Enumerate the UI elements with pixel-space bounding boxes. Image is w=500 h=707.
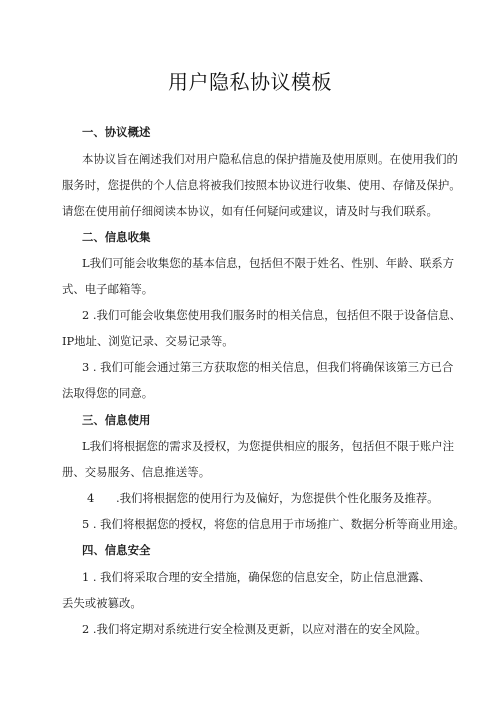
paragraph-line: 5 . 我们将根据您的授权，将您的信息用于市场推广、数据分析等商业用途。 <box>82 517 465 531</box>
paragraph-line: 请您在使用前仔细阅读本协议，如有任何疑问或建议，请及时与我们联系。 <box>62 204 438 218</box>
list-number: 4 <box>87 491 95 505</box>
paragraph-line: L我们可能会收集您的基本信息，包括但不限于姓名、性别、年龄、联系方 <box>82 256 455 270</box>
paragraph-line: 2 .我们将定期对系统进行安全检测及更新，以应对潜在的安全风险。 <box>82 622 427 636</box>
paragraph-line: 法取得您的同意。 <box>62 386 154 400</box>
paragraph-line: L我们将根据您的需求及授权，为您提供相应的服务，包括但不限于账户注 <box>82 439 455 453</box>
section-heading-collection: 二、信息收集 <box>82 230 151 244</box>
page-title: 用户隐私协议模板 <box>168 70 332 94</box>
paragraph-line: 2 .我们可能会收集您使用我们服务时的相关信息，包括但不限于设备信息、 <box>82 308 461 322</box>
paragraph-line: 丢失或被篡改。 <box>62 596 142 610</box>
paragraph-line: 3 . 我们可能会通过第三方获取您的相关信息，但我们将确保该第三方已合 <box>82 360 454 374</box>
paragraph-line: .我们将根据您的使用行为及偏好，为您提供个性化服务及推荐。 <box>116 491 439 505</box>
paragraph-line: 本协议旨在阐述我们对用户隐私信息的保护措施及使用原则。在使用我们的 <box>82 152 458 166</box>
paragraph-line: IP地址、浏览记录、交易记录等。 <box>62 334 234 348</box>
paragraph-line: 式、电子邮箱等。 <box>62 282 154 296</box>
section-heading-security: 四、信息安全 <box>82 543 151 557</box>
paragraph-line: 服务时，您提供的个人信息将被我们按照本协议进行收集、使用、存储及保护。 <box>62 178 461 192</box>
section-heading-overview: 一、协议概述 <box>82 125 151 139</box>
paragraph-line: 册、交易服务、信息推送等。 <box>62 465 211 479</box>
section-heading-usage: 三、信息使用 <box>82 413 151 427</box>
paragraph-line: 1 . 我们将采取合理的安全措施，确保您的信息安全，防止信息泄露、 <box>82 570 431 584</box>
